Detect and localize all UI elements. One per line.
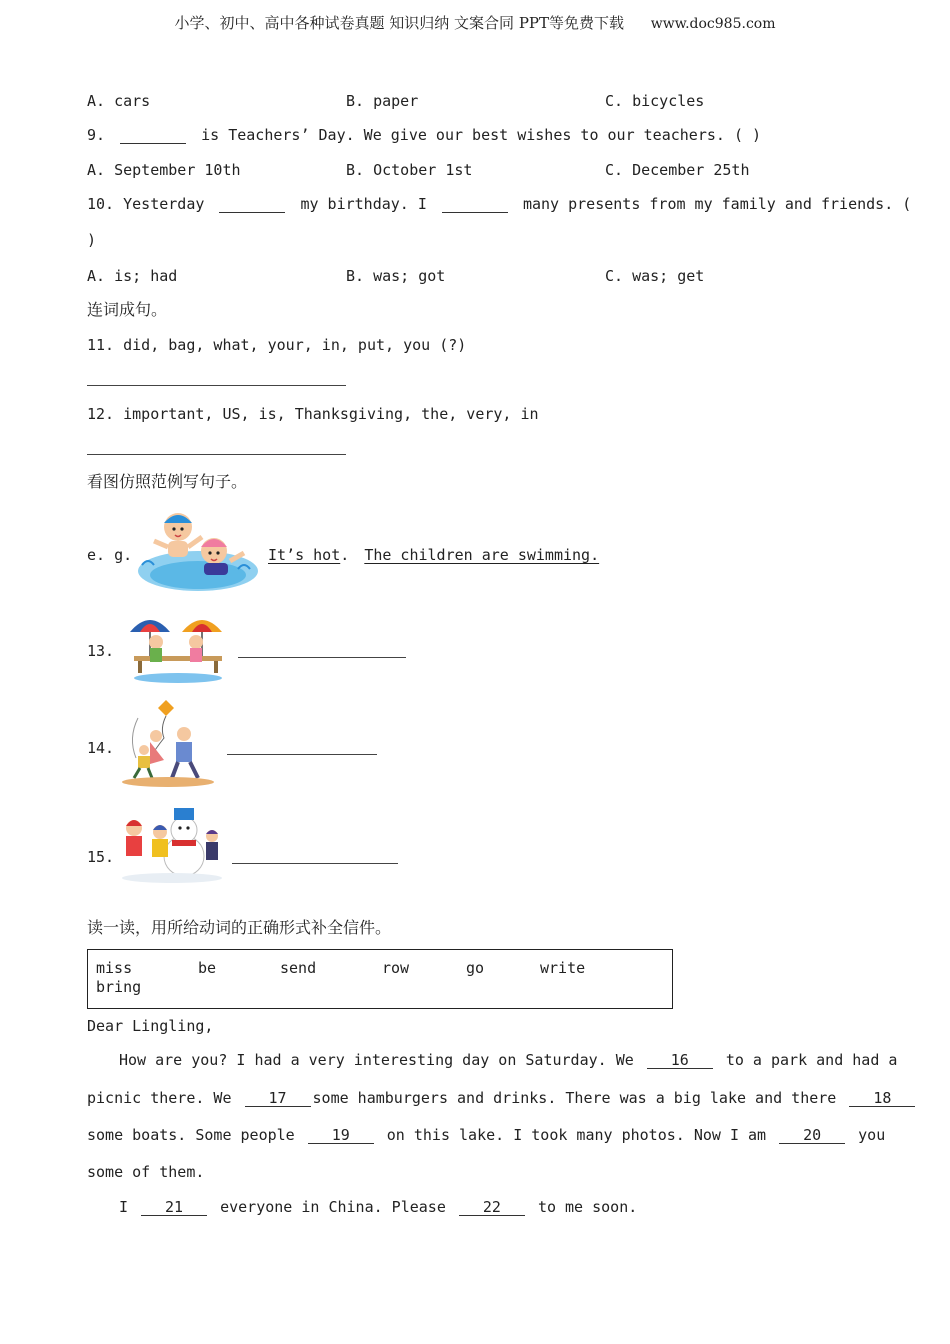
section-letter-title: 读一读，用所给动词的正确形式补全信件。 (87, 918, 392, 937)
letter-greeting: Dear Lingling, (87, 1017, 214, 1035)
letter-text: some hamburgers and drinks. There was a big lake and there (312, 1089, 837, 1107)
example-sentence (268, 545, 599, 565)
blank-21[interactable]: 21 (141, 1199, 207, 1216)
q9-option-b: B. October 1st (346, 161, 473, 179)
q9-option-c: C. December 25th (605, 161, 750, 179)
word-row: row (382, 959, 410, 977)
q10-option-a: A. is; had (87, 267, 178, 285)
q12-words: 12. important, US, is, Thanksgiving, the, very, in (87, 405, 539, 423)
q8-option-a: A. cars (87, 92, 151, 110)
q9-number: 9. (87, 126, 106, 144)
page-header (0, 12, 950, 33)
example-separator: . (340, 546, 350, 564)
q8-option-c: C. bicycles (605, 92, 705, 110)
blank-18[interactable]: 18 (849, 1090, 915, 1107)
blank-19[interactable]: 19 (308, 1127, 374, 1144)
q10-blank-1[interactable] (219, 196, 285, 213)
q11-words: 11. did, bag, what, your, in, put, you (?) (87, 336, 467, 354)
blank-20[interactable]: 20 (779, 1127, 845, 1144)
letter-text: picnic there. We (87, 1089, 232, 1107)
letter-text: to a park and had a (725, 1051, 898, 1069)
q10-question (87, 194, 911, 214)
letter-text: everyone in China. Please (220, 1198, 446, 1216)
q10-blank-2[interactable] (442, 196, 508, 213)
q9-option-a: A. September 10th (87, 161, 241, 179)
q9-text: is Teachers’ Day. We give our best wishes to our teachers. ( ) (201, 126, 762, 144)
q11-answer-line[interactable] (87, 385, 346, 386)
q10-close-paren: ) (87, 231, 97, 249)
letter-text: on this lake. I took many photos. Now I am (386, 1126, 767, 1144)
q13-answer-line[interactable] (238, 657, 406, 658)
example-label: e. g. (87, 546, 133, 564)
q10-option-c: C. was; get (605, 267, 705, 285)
word-bring: bring (96, 978, 142, 996)
q15-answer-line[interactable] (232, 863, 398, 864)
flying-kite-image (120, 698, 218, 788)
letter-line-3 (87, 1125, 885, 1145)
letter-text: I (119, 1198, 129, 1216)
word-box (87, 949, 673, 1009)
q9-question (87, 125, 761, 145)
blank-22[interactable]: 22 (459, 1199, 525, 1216)
section-reorder-title: 连词成句。 (87, 300, 168, 319)
q10-end: many presents from my family and friends. ( (522, 195, 912, 213)
blank-16[interactable]: 16 (647, 1052, 713, 1069)
snowman-children-image (118, 806, 226, 884)
letter-line-2 (87, 1088, 915, 1108)
letter-text: to me soon. (537, 1198, 638, 1216)
rainy-day-image (126, 610, 230, 686)
letter-line-5 (119, 1197, 637, 1217)
q14-answer-line[interactable] (227, 754, 377, 755)
letter-line-1 (119, 1050, 897, 1070)
section-picture-title: 看图仿照范例写句子。 (87, 472, 248, 491)
q10-option-b: B. was; got (346, 267, 446, 285)
letter-text: How are you? I had a very interesting day on Saturday. We (119, 1051, 634, 1069)
header-title: 小学、初中、高中各种试卷真题 知识归纳 文案合同 PPT等免费下载 (174, 14, 625, 32)
q13-number: 13. (87, 642, 115, 660)
q10-start: 10. Yesterday (87, 195, 205, 213)
word-be: be (198, 959, 217, 977)
q9-blank[interactable] (120, 127, 186, 144)
q10-mid: my birthday. I (300, 195, 427, 213)
word-go: go (466, 959, 485, 977)
q8-option-b: B. paper (346, 92, 419, 110)
word-write: write (540, 959, 586, 977)
word-send: send (280, 959, 317, 977)
q15-number: 15. (87, 848, 115, 866)
header-url[interactable]: www.doc985.com (650, 16, 776, 32)
letter-line-4: some of them. (87, 1163, 205, 1181)
word-miss: miss (96, 959, 133, 977)
example-part-2: The children are swimming. (364, 546, 600, 564)
q12-answer-line[interactable] (87, 454, 346, 455)
letter-text: you (858, 1126, 886, 1144)
letter-text: some boats. Some people (87, 1126, 295, 1144)
q14-number: 14. (87, 739, 115, 757)
swimming-children-image (134, 505, 260, 595)
blank-17[interactable]: 17 (245, 1090, 311, 1107)
example-part-1: It’s hot (268, 546, 341, 564)
